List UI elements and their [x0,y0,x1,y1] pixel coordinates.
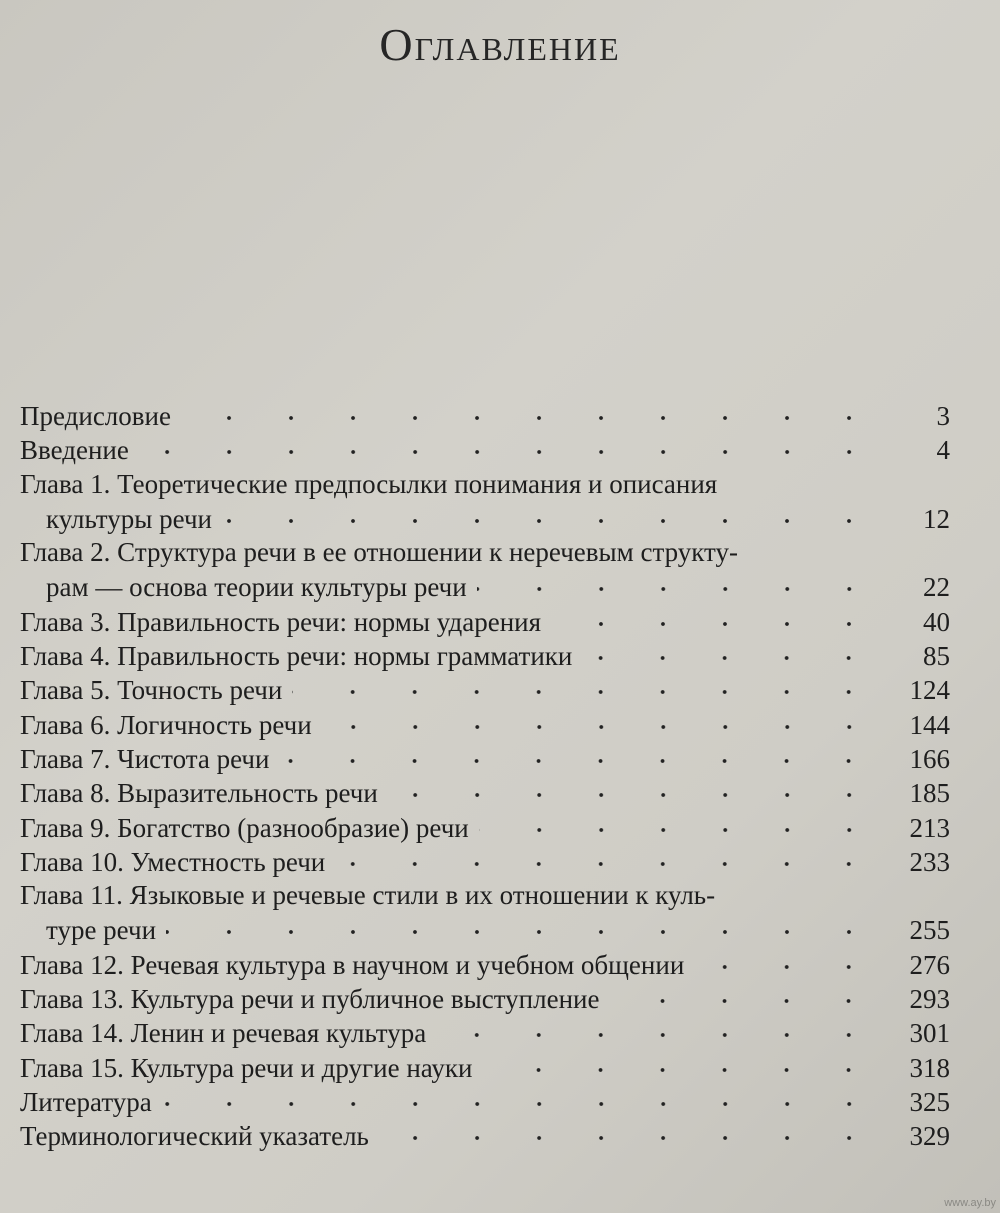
toc-page-number: 144 [909,709,950,740]
toc-entry-title: Глава 6. Логичность речи [20,709,312,740]
dot-leader [335,844,880,871]
toc-entry [20,775,950,809]
toc-entry [20,707,950,741]
toc-page-number: 318 [909,1052,950,1083]
table-of-contents [20,398,950,1153]
dot-leader [551,604,880,631]
toc-entry-title: Предисловие [20,401,171,431]
toc-entry [20,467,950,501]
toc-entry [20,947,950,981]
toc-entry-title: Терминологический указатель [20,1121,369,1152]
toc-page-number: 12 [923,503,950,534]
toc-entry-title: Глава 8. Выразительность речи [20,778,378,809]
dot-leader [322,707,880,734]
dot-leader [166,912,880,939]
toc-entry [20,741,950,775]
toc-page-number: 329 [909,1121,950,1152]
toc-entry [20,638,950,672]
toc-page-number: 276 [909,949,950,980]
toc-entry-title: Глава 14. Ленин и речевая культура [20,1018,427,1049]
toc-entry-title: Введение [20,435,129,466]
toc-entry-title: туре речи [46,915,157,946]
toc-entry-title: Глава 5. Точность речи [20,675,283,706]
dot-leader [482,1050,880,1077]
toc-page-number: 185 [909,778,950,809]
toc-entry-title: Глава 3. Правильность речи: нормы ударения [20,606,542,637]
toc-page-number: 3 [936,401,950,431]
toc-page-number: 166 [909,743,950,774]
page-title: Оглавление [379,19,621,70]
toc-entry-continuation [20,569,950,603]
toc-entry [20,844,950,878]
toc-entry-title: Глава 15. Культура речи и другие науки [20,1052,473,1083]
toc-entry-title: Литература [20,1086,152,1117]
toc-entry-title: рам — основа теории культуры речи [46,572,467,603]
toc-entry [20,672,950,706]
toc-entry-title: культуры речи [46,503,212,534]
toc-entry-title: Глава 10. Уместность речи [20,846,326,877]
toc-entry-title: Глава 13. Культура речи и публичное выступление [20,984,600,1015]
toc-entry [20,1050,950,1084]
toc-entry [20,878,950,912]
toc-entry-continuation [20,501,950,535]
dot-leader [162,1084,880,1111]
toc-page-number: 301 [909,1018,950,1049]
toc-entry-title: Глава 1. Теоретические предпосылки понимания и описания [20,468,718,499]
toc-page-number: 213 [909,812,950,843]
dot-leader [479,810,880,837]
toc-entry [20,981,950,1015]
watermark: www.ay.by [944,1197,996,1209]
dot-leader [582,638,880,665]
toc-entry-title: Глава 4. Правильность речи: нормы грамматики [20,641,573,672]
toc-entry [20,1084,950,1118]
toc-entry [20,398,950,432]
dot-leader [181,398,880,425]
toc-entry-continuation [20,912,950,946]
dot-leader [609,981,880,1008]
toc-entry-title: Глава 12. Речевая культура в научном и учебном общении [20,949,685,980]
toc-entry [20,1118,950,1152]
dot-leader [139,432,880,459]
toc-entry [20,810,950,844]
toc-entry-title: Глава 7. Чистота речи [20,743,270,774]
toc-entry [20,604,950,638]
dot-leader [379,1118,880,1145]
toc-entry-title: Глава 9. Богатство (разнообразие) речи [20,812,469,843]
toc-page-number: 124 [909,675,950,706]
dot-leader [292,672,880,699]
toc-entry-title: Глава 2. Структура речи в ее отношении к неречевым структу- [20,537,738,568]
toc-page-number: 4 [936,435,950,466]
toc-page-number: 325 [909,1086,950,1117]
toc-page-number: 255 [909,915,950,946]
dot-leader [222,501,880,528]
toc-page-number: 22 [923,572,950,603]
toc-page-number: 40 [923,606,950,637]
toc-entry-title: Глава 11. Языковые и речевые стили в их отношении к куль- [20,880,716,911]
toc-entry [20,1015,950,1049]
toc-entry [20,432,950,466]
toc-page-number: 233 [909,846,950,877]
dot-leader [279,741,880,768]
toc-page-number: 293 [909,984,950,1015]
dot-leader [436,1015,880,1042]
dot-leader [477,569,880,596]
toc-page-number: 85 [923,641,950,672]
toc-entry [20,535,950,569]
dot-leader [694,947,880,974]
dot-leader [388,775,880,802]
